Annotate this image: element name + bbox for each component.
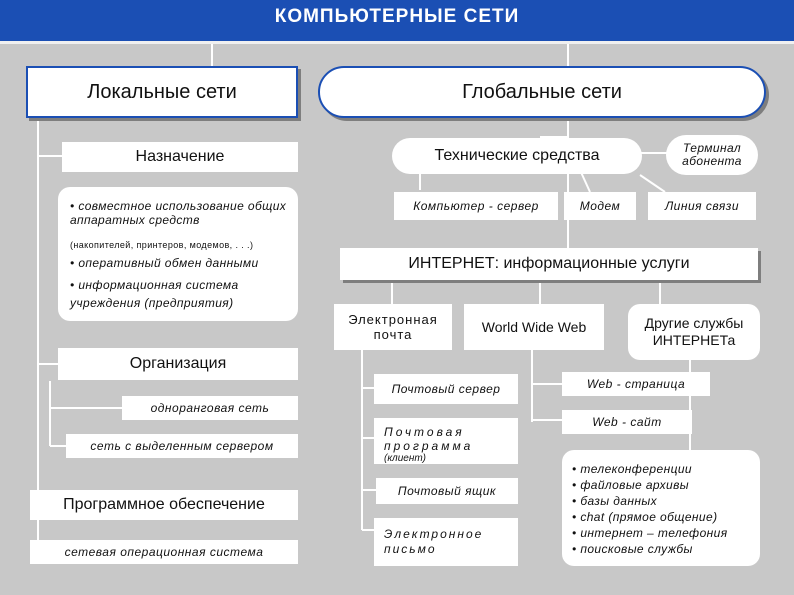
service-item: • файловые архивы <box>572 478 689 492</box>
modem: Модем <box>564 192 636 220</box>
server-computer: Компьютер - сервер <box>394 192 558 220</box>
dedicated-server-network: сеть с выделенным сервером <box>66 434 298 458</box>
mail-program <box>374 418 518 464</box>
purpose-item-shared-hardware: • совместное использование общих аппаратных средств <box>70 199 287 227</box>
service-item: • базы данных <box>572 494 657 508</box>
local-networks-box <box>26 66 298 118</box>
peer-to-peer-network: одноранговая сеть <box>122 396 298 420</box>
internet-label: ИНТЕРНЕТ: информационные услуги <box>408 255 690 272</box>
email-label: Электронная почта <box>348 312 438 342</box>
mail-program-note: (клиент) <box>384 453 426 464</box>
organization-label: Организация <box>129 355 227 372</box>
purpose-item-info-system: • информационная система учреждения (предприятия) <box>70 278 239 310</box>
other-services-box <box>628 304 760 360</box>
service-item: • chat (прямое общение) <box>572 510 718 524</box>
tech-label: Технические средства <box>434 147 600 164</box>
organization-box <box>58 348 298 380</box>
web-site: Web - сайт <box>562 410 692 434</box>
purpose-label: Назначение <box>135 148 225 165</box>
terminal-label: Терминал абонента <box>682 141 742 168</box>
service-item: • поисковые службы <box>572 542 693 556</box>
mailbox: Почтовый ящик <box>376 478 518 504</box>
purpose-item-shared-hardware-note: (накопителей, принтеров, модемов, . . .) <box>70 240 254 250</box>
page-title: КОМПЬЮТЕРНЫЕ СЕТИ <box>274 6 520 27</box>
web-page: Web - страница <box>562 372 710 396</box>
service-item: • телеконференции <box>572 462 692 476</box>
purpose-item-data-exchange: • оперативный обмен данными <box>70 256 259 270</box>
communication-line: Линия связи <box>648 192 756 220</box>
electronic-letter-label: Электронное письмо <box>384 527 484 556</box>
email-box <box>334 304 452 350</box>
purpose-box <box>62 142 298 172</box>
software-label: Программное обеспечение <box>63 496 265 513</box>
local-networks-title: Локальные сети <box>87 80 237 103</box>
tech-box <box>392 138 642 174</box>
global-networks-box <box>318 66 766 118</box>
www-box <box>464 304 604 350</box>
global-networks-title: Глобальные сети <box>462 80 622 103</box>
service-item: • интернет – телефония <box>572 526 728 540</box>
electronic-letter <box>374 518 518 566</box>
mail-server: Почтовый сервер <box>374 374 518 404</box>
internet-box <box>340 248 758 280</box>
mail-program-label: Почтовая программа <box>384 425 474 453</box>
network-os: сетевая операционная система <box>30 540 298 564</box>
other-services-label: Другие службы ИНТЕРНЕТа <box>644 315 744 348</box>
software-box <box>30 490 298 520</box>
terminal-box <box>666 135 758 175</box>
www-label: World Wide Web <box>481 319 587 335</box>
